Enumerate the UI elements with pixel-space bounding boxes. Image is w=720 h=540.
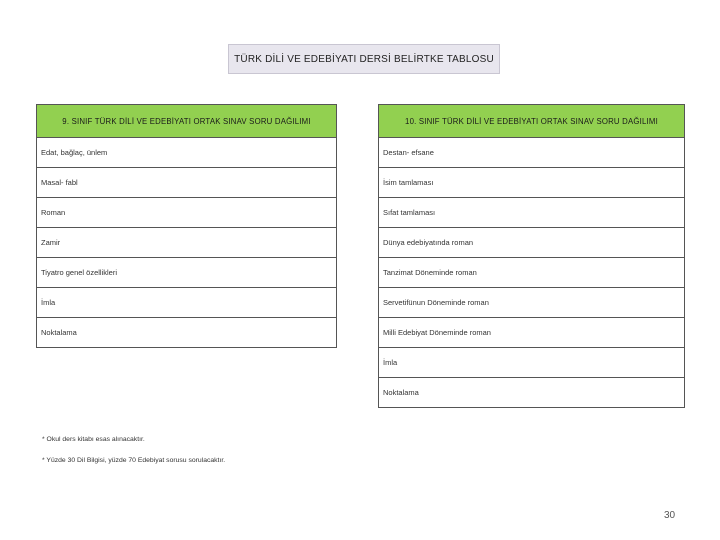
grade-10-table-header: 10. SINIF TÜRK DİLİ VE EDEBİYATI ORTAK SINAV SORU DAĞILIMI bbox=[379, 105, 685, 138]
table-row: Edat, bağlaç, ünlem bbox=[37, 138, 337, 168]
table-row: Roman bbox=[37, 198, 337, 228]
table-row: İmla bbox=[379, 348, 685, 378]
table-row: Servetifünun Döneminde roman bbox=[379, 288, 685, 318]
table-row: Tiyatro genel özellikleri bbox=[37, 258, 337, 288]
footnotes bbox=[42, 436, 225, 478]
grade-9-table bbox=[36, 104, 337, 348]
grade-10-table bbox=[378, 104, 685, 408]
grade-9-table-header: 9. SINIF TÜRK DİLİ VE EDEBİYATI ORTAK SINAV SORU DAĞILIMI bbox=[37, 105, 337, 138]
table-row: Dünya edebiyatında roman bbox=[379, 228, 685, 258]
table-row: Zamir bbox=[37, 228, 337, 258]
page-title: TÜRK DİLİ VE EDEBİYATI DERSİ BELİRTKE TABLOSU bbox=[228, 44, 500, 74]
table-row: Masal- fabl bbox=[37, 168, 337, 198]
table-row: Milli Edebiyat Döneminde roman bbox=[379, 318, 685, 348]
table-row: Tanzimat Döneminde roman bbox=[379, 258, 685, 288]
table-row: İmla bbox=[37, 288, 337, 318]
footnote: * Yüzde 30 Dil Bilgisi, yüzde 70 Edebiyat sorusu sorulacaktır. bbox=[42, 457, 226, 464]
table-row: Destan- efsane bbox=[379, 138, 685, 168]
footnote: * Okul ders kitabı esas alınacaktır. bbox=[42, 436, 145, 443]
page-number: 30 bbox=[664, 510, 676, 521]
table-row: Noktalama bbox=[37, 318, 337, 348]
table-row: İsim tamlaması bbox=[379, 168, 685, 198]
table-row: Sıfat tamlaması bbox=[379, 198, 685, 228]
table-row: Noktalama bbox=[379, 378, 685, 408]
